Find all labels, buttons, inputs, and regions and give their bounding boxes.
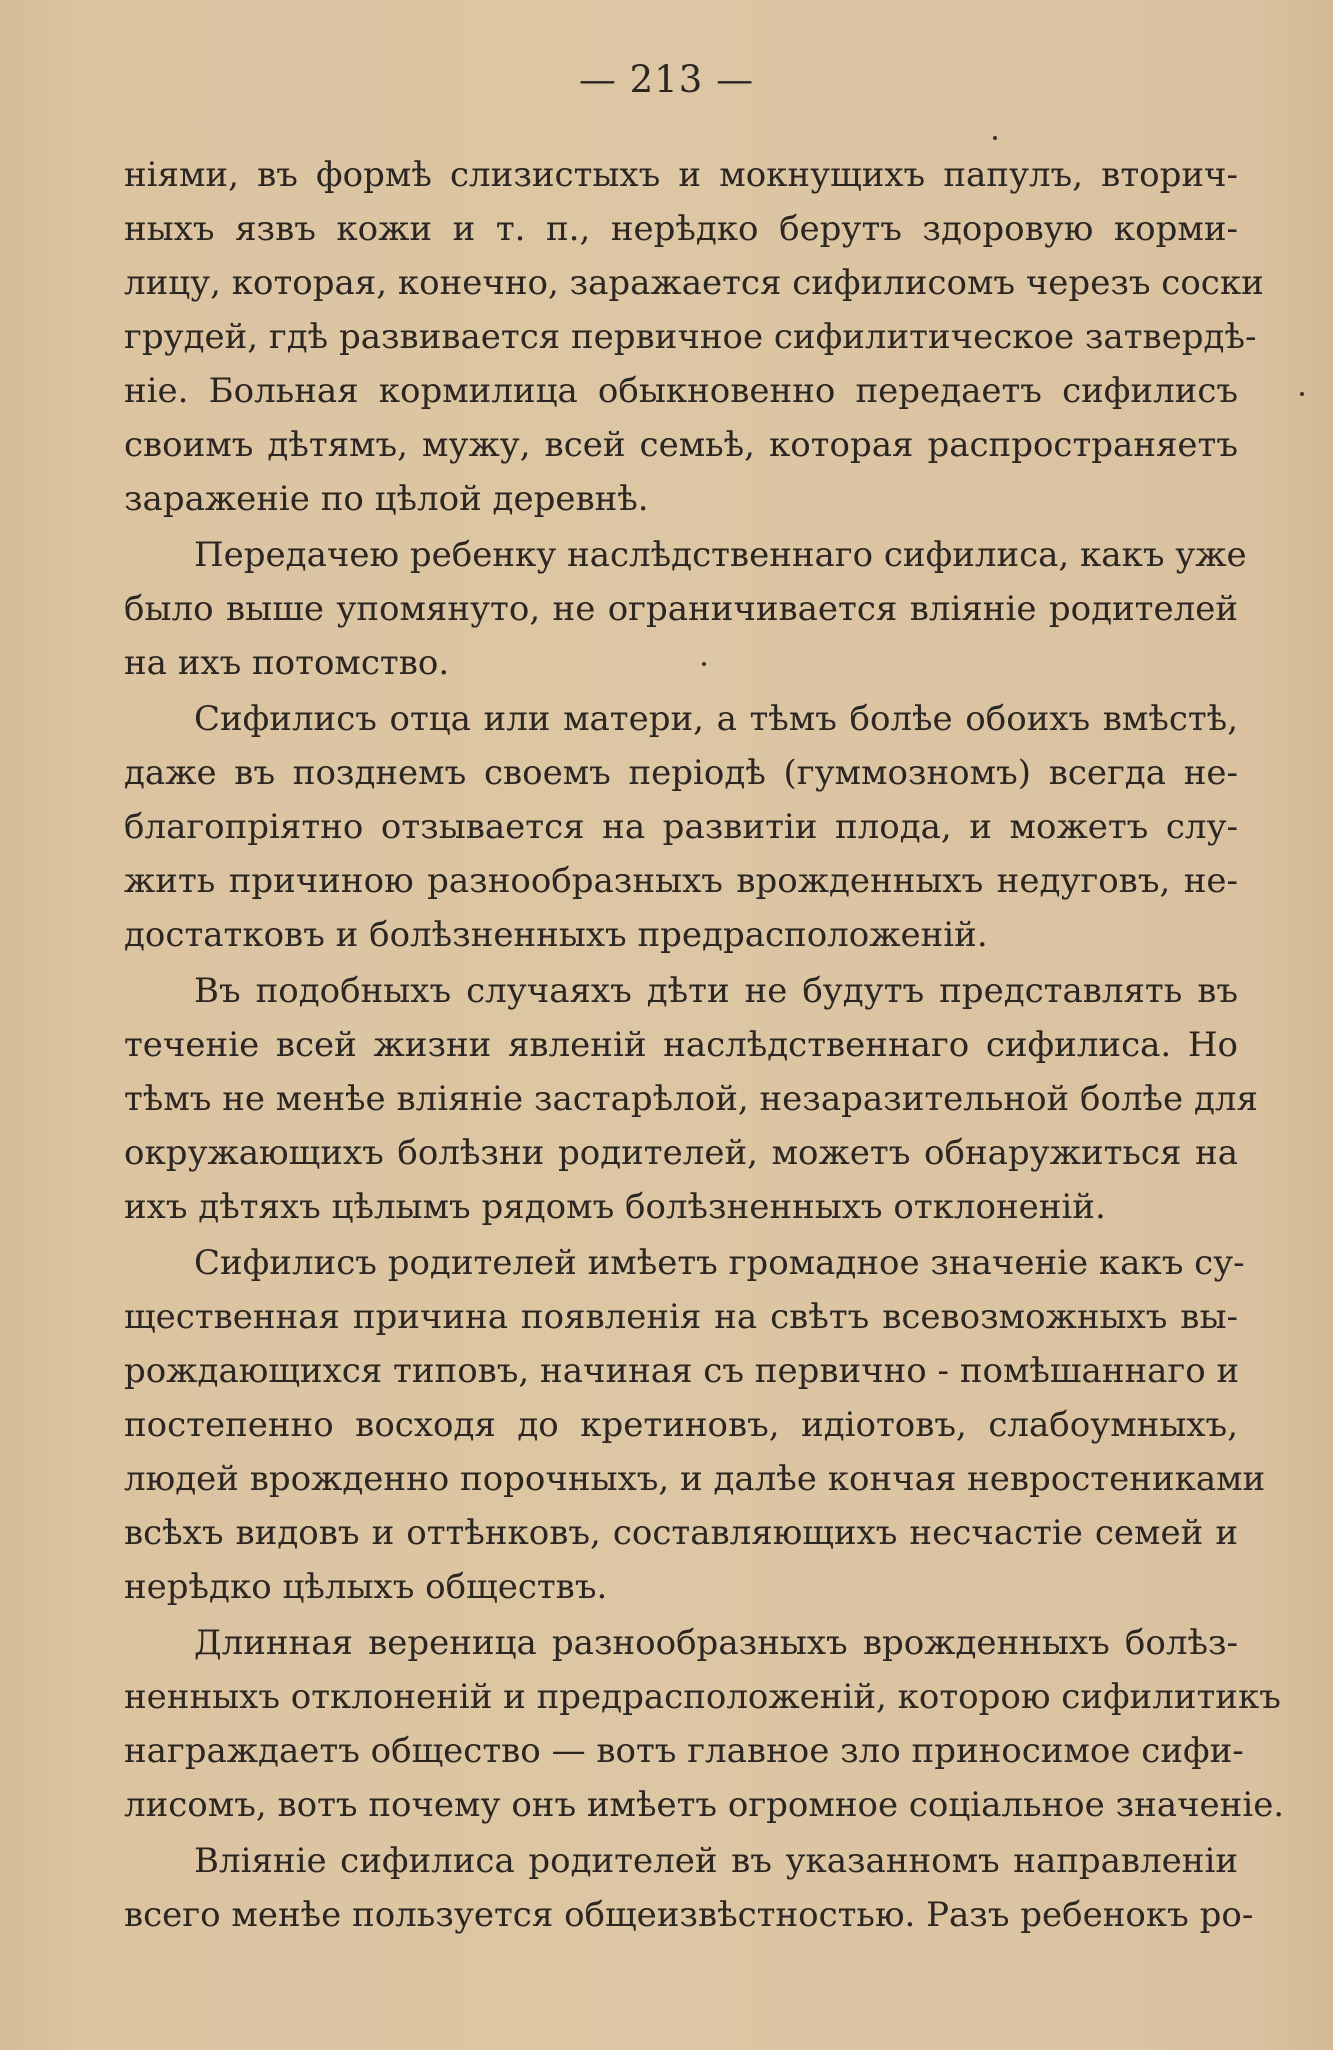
text-line: зараженіе по цѣлой деревнѣ. <box>124 479 649 519</box>
text-line: постепенно восходя до кретиновъ, идіотовъ, слабоумныхъ, <box>124 1405 1238 1445</box>
text-line: своимъ дѣтямъ, мужу, всей семьѣ, которая распространяетъ <box>124 425 1238 465</box>
text-line: ихъ дѣтяхъ цѣлымъ рядомъ болѣзненныхъ отклоненій. <box>124 1187 1106 1227</box>
text-line: людей врожденно порочныхъ, и далѣе кончая невростениками <box>124 1459 1266 1499</box>
text-line: Длинная вереница разнообразныхъ врожденныхъ болѣз- <box>194 1623 1238 1663</box>
text-line: лицу, которая, конечно, заражается сифилисомъ черезъ соски <box>124 263 1264 303</box>
text-line: Сифилисъ родителей имѣетъ громадное значеніе какъ су- <box>194 1243 1245 1283</box>
paragraph <box>124 148 1264 526</box>
text-line: рождающихся типовъ, начиная съ первично - помѣшаннаго и <box>124 1351 1240 1391</box>
paragraph <box>124 1834 1254 1942</box>
text-line: окружающихъ болѣзни родителей, можетъ обнаружиться на <box>124 1133 1238 1173</box>
page-number: — 213 — <box>578 58 755 101</box>
text-line: Сифилисъ отца или матери, а тѣмъ болѣе обоихъ вмѣстѣ, <box>194 699 1238 739</box>
text-line: щественная причина появленія на свѣтъ всевозможныхъ вы- <box>124 1297 1238 1337</box>
text-line: лисомъ, вотъ почему онъ имѣетъ огромное соціальное значеніе. <box>124 1785 1285 1825</box>
text-line: нерѣдко цѣлыхъ обществъ. <box>124 1567 608 1607</box>
text-line: было выше упомянуто, не ограничивается вліяніе родителей <box>124 589 1238 629</box>
text-line: на ихъ потомство. <box>124 643 450 683</box>
text-line: ніе. Больная кормилица обыкновенно передаетъ сифилисъ <box>124 371 1238 411</box>
text-line: всѣхъ видовъ и оттѣнковъ, составляющихъ несчастіе семей и <box>124 1513 1238 1553</box>
text-line: благопріятно отзывается на развитіи плода, и можетъ слу- <box>124 807 1238 847</box>
paragraph <box>124 1236 1266 1614</box>
text-line: ныхъ язвъ кожи и т. п., нерѣдко берутъ здоровую корми- <box>124 209 1238 249</box>
text-line: Передачею ребенку наслѣдственнаго сифилиса, какъ уже <box>194 535 1247 575</box>
text-line: ніями, въ формѣ слизистыхъ и мокнущихъ папулъ, вторич- <box>124 155 1238 195</box>
text-line: Въ подобныхъ случаяхъ дѣти не будутъ представлять въ <box>194 971 1238 1011</box>
ink-speck <box>993 136 997 140</box>
text-line: грудей, гдѣ развивается первичное сифилитическое затвердѣ- <box>124 317 1257 357</box>
paragraph <box>124 1616 1285 1832</box>
paragraph <box>124 692 1238 962</box>
text-line: награждаетъ общество — вотъ главное зло приносимое сифи- <box>124 1731 1244 1771</box>
text-line: всего менѣе пользуется общеизвѣстностью. Разъ ребенокъ ро- <box>124 1895 1254 1935</box>
text-line: достатковъ и болѣзненныхъ предрасположеній. <box>124 915 988 955</box>
text-line: теченіе всей жизни явленій наслѣдственнаго сифилиса. Но <box>124 1025 1238 1065</box>
text-line: Вліяніе сифилиса родителей въ указанномъ направленіи <box>194 1841 1238 1881</box>
body-text <box>124 148 1285 1944</box>
text-line: даже въ позднемъ своемъ періодѣ (гуммозномъ) всегда не- <box>124 753 1238 793</box>
paragraph <box>124 528 1247 690</box>
paragraph <box>124 964 1258 1234</box>
ink-speck <box>702 662 706 666</box>
text-line: ненныхъ отклоненій и предрасположеній, которою сифилитикъ <box>124 1677 1281 1717</box>
ink-speck <box>1300 392 1304 396</box>
text-line: тѣмъ не менѣе вліяніе застарѣлой, незаразительной болѣе для <box>124 1079 1258 1119</box>
text-line: жить причиною разнообразныхъ врожденныхъ недуговъ, не- <box>124 861 1238 901</box>
